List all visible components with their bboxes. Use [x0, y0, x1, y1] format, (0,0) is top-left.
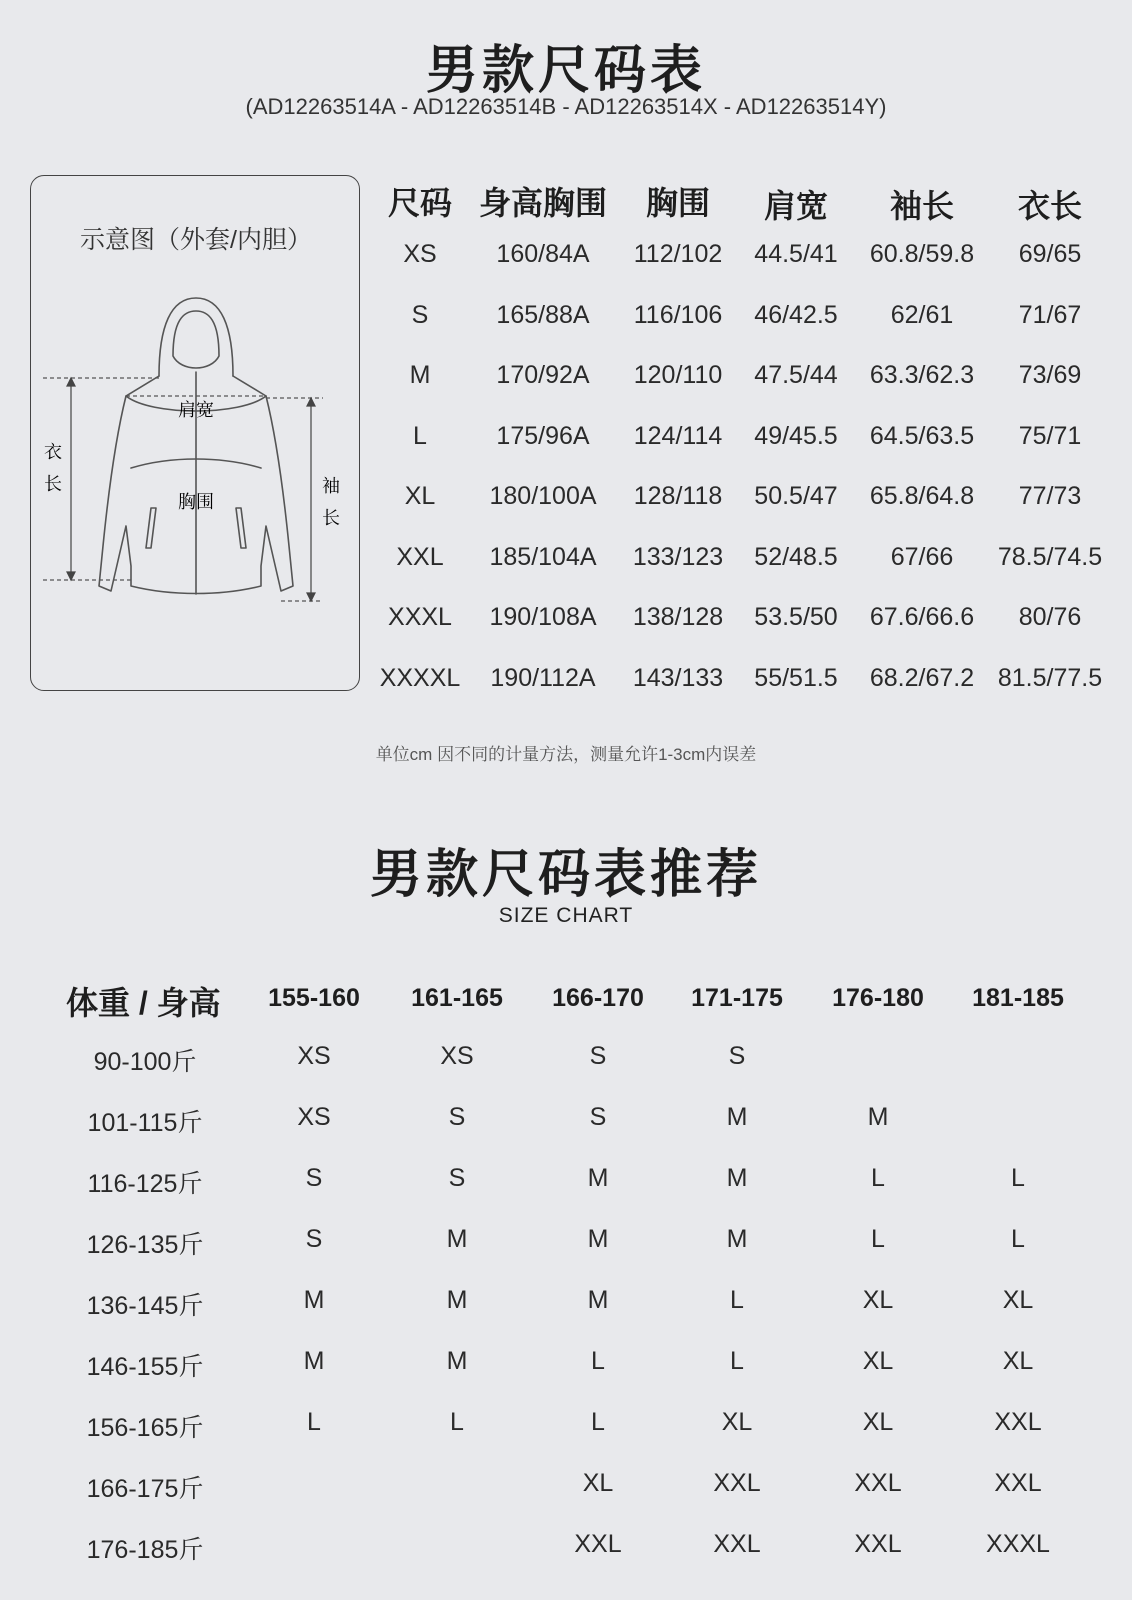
spec-value-cell: 69/65	[1018, 240, 1082, 268]
spec-value-cell: 52/48.5	[754, 542, 838, 571]
recommend-weight-label: 136-145斤	[86, 1292, 204, 1320]
recommend-size-cell: M	[587, 1286, 609, 1314]
spec-value-cell: 120/110	[633, 361, 723, 389]
spec-value-cell: 67/66	[890, 542, 954, 571]
spec-value-cell: 190/112A	[490, 663, 596, 692]
spec-value-cell: 180/100A	[489, 482, 597, 510]
recommend-size-cell: XXXL	[986, 1530, 1050, 1558]
recommend-size-cell: M	[303, 1286, 325, 1314]
diagram-box	[30, 175, 360, 691]
spec-value-cell: 80/76	[1018, 603, 1082, 631]
sleeve-label-2: 长	[322, 508, 340, 528]
recommend-size-cell: S	[589, 1042, 607, 1070]
recommend-height-header: 176-180	[832, 984, 924, 1012]
recommend-size-cell: XS	[297, 1042, 331, 1070]
spec-value-cell: 65.8/64.8	[869, 482, 975, 510]
spec-value-cell: 133/123	[632, 542, 724, 571]
recommend-size-cell: M	[587, 1164, 609, 1192]
sleeve-label-1: 袖	[322, 476, 340, 496]
recommend-size-cell: XXL	[713, 1530, 761, 1558]
recommend-height-header: 155-160	[268, 984, 360, 1012]
spec-value-cell: 68.2/67.2	[869, 663, 975, 692]
jacket-hood-inner	[173, 311, 219, 368]
jacket-hood	[159, 298, 233, 376]
spec-value-cell: 124/114	[633, 421, 723, 450]
chest-label: 胸围	[178, 492, 214, 512]
spec-value-cell: 160/84A	[496, 240, 590, 268]
recommend-size-cell: M	[726, 1103, 748, 1131]
recommend-height-header: 166-170	[552, 984, 644, 1012]
spec-size-cell: S	[411, 300, 429, 329]
spec-value-cell: 73/69	[1018, 361, 1082, 389]
recommend-size-cell: XL	[1002, 1286, 1034, 1314]
recommend-size-cell: XL	[862, 1408, 894, 1436]
spec-header-cell: 袖长	[889, 188, 955, 224]
length-arrow-head-bottom	[67, 572, 75, 580]
length-label-2: 长	[44, 474, 62, 494]
diagram-title: 示意图（外套/内胆）	[80, 226, 312, 254]
recommend-size-cell: M	[446, 1347, 468, 1375]
recommend-size-cell: XS	[440, 1042, 474, 1070]
spec-size-cell: XS	[403, 240, 437, 268]
recommend-size-cell: M	[726, 1225, 748, 1253]
jacket-pocket-right	[236, 508, 246, 548]
recommend-size-cell: S	[448, 1103, 466, 1131]
jacket-diagram	[31, 286, 361, 706]
recommend-size-cell: L	[871, 1164, 885, 1192]
spec-value-cell: 143/133	[632, 663, 724, 692]
shoulder-label: 肩宽	[178, 400, 214, 420]
spec-size-cell: L	[413, 421, 427, 450]
recommend-size-cell: L	[1011, 1225, 1025, 1253]
recommend-weight-label: 166-175斤	[86, 1475, 204, 1503]
recommend-weight-label: 90-100斤	[93, 1048, 197, 1076]
spec-header-cell: 胸围	[645, 185, 711, 221]
spec-value-cell: 62/61	[890, 300, 954, 329]
spec-value-cell: 47.5/44	[754, 361, 838, 389]
recommend-size-cell: L	[307, 1408, 321, 1436]
spec-size-cell: M	[409, 361, 431, 389]
spec-value-cell: 81.5/77.5	[997, 663, 1103, 692]
spec-value-cell: 63.3/62.3	[869, 361, 975, 389]
recommend-size-cell: XXL	[574, 1530, 622, 1558]
spec-value-cell: 46/42.5	[754, 300, 838, 329]
recommend-size-cell: S	[728, 1042, 746, 1070]
spec-value-cell: 49/45.5	[754, 421, 838, 450]
measurement-note: 单位cm 因不同的计量方法，测量允许1-3cm内误差	[375, 745, 757, 764]
spec-value-cell: 116/106	[633, 300, 723, 329]
recommend-size-cell: M	[446, 1225, 468, 1253]
recommend-weight-label: 176-185斤	[86, 1536, 204, 1564]
recommend-size-cell: XL	[862, 1286, 894, 1314]
recommend-size-cell: S	[448, 1164, 466, 1192]
recommend-size-cell: L	[591, 1408, 605, 1436]
recommend-size-cell: M	[303, 1347, 325, 1375]
recommend-size-cell: XL	[582, 1469, 614, 1497]
recommend-weight-label: 101-115斤	[87, 1109, 203, 1137]
spec-value-cell: 67.6/66.6	[869, 603, 975, 631]
recommend-subtitle: SIZE CHART	[498, 904, 634, 927]
spec-value-cell: 175/96A	[496, 421, 590, 450]
length-label-1: 衣	[44, 442, 62, 462]
spec-size-cell: XXXL	[388, 603, 452, 631]
sleeve-arrow-head-top	[307, 398, 315, 406]
recommend-size-cell: XXL	[994, 1469, 1042, 1497]
spec-size-cell: XXL	[396, 542, 444, 571]
spec-value-cell: 50.5/47	[754, 482, 838, 510]
recommend-height-header: 181-185	[972, 984, 1064, 1012]
recommend-size-cell: XXL	[713, 1469, 761, 1497]
recommend-size-cell: L	[591, 1347, 605, 1375]
product-codes: (AD12263514A - AD12263514B - AD12263514X - AD12263514Y)	[245, 94, 887, 119]
recommend-size-cell: L	[730, 1347, 744, 1375]
spec-header-cell: 衣长	[1017, 188, 1083, 224]
spec-size-cell: XXXXL	[379, 663, 461, 692]
recommend-size-cell: XL	[862, 1347, 894, 1375]
recommend-weight-label: 126-135斤	[86, 1231, 204, 1259]
recommend-size-cell: M	[446, 1286, 468, 1314]
recommend-size-cell: L	[871, 1225, 885, 1253]
jacket-pocket-left	[146, 508, 156, 548]
recommend-size-cell: S	[589, 1103, 607, 1131]
recommend-size-cell: M	[726, 1164, 748, 1192]
recommend-size-cell: L	[450, 1408, 464, 1436]
recommend-size-cell: L	[1011, 1164, 1025, 1192]
spec-value-cell: 71/67	[1018, 300, 1082, 329]
spec-value-cell: 128/118	[633, 482, 723, 510]
recommend-weight-label: 156-165斤	[86, 1414, 204, 1442]
recommend-height-header: 171-175	[691, 984, 783, 1012]
spec-value-cell: 138/128	[632, 603, 724, 631]
spec-value-cell: 170/92A	[496, 361, 590, 389]
recommend-size-cell: M	[587, 1225, 609, 1253]
spec-value-cell: 53.5/50	[754, 603, 838, 631]
spec-value-cell: 165/88A	[496, 300, 590, 329]
page-title: 男款尺码表	[425, 42, 706, 100]
spec-size-cell: XL	[404, 482, 436, 510]
recommend-weight-label: 116-125斤	[87, 1170, 203, 1198]
length-arrow-head-top	[67, 378, 75, 386]
recommend-size-cell: L	[730, 1286, 744, 1314]
spec-value-cell: 75/71	[1018, 421, 1082, 450]
recommend-size-cell: XS	[297, 1103, 331, 1131]
recommend-weight-label: 146-155斤	[86, 1353, 204, 1381]
spec-header-cell: 尺码	[387, 185, 453, 221]
spec-value-cell: 44.5/41	[754, 240, 838, 268]
sleeve-arrow-head-bottom	[307, 593, 315, 601]
recommend-height-header: 161-165	[411, 984, 503, 1012]
recommend-corner-label: 体重 / 身高	[66, 985, 221, 1021]
recommend-size-cell: XXL	[994, 1408, 1042, 1436]
spec-value-cell: 55/51.5	[754, 663, 838, 692]
recommend-size-cell: XXL	[854, 1469, 902, 1497]
recommend-title: 男款尺码表推荐	[369, 846, 762, 904]
spec-value-cell: 60.8/59.8	[869, 240, 975, 268]
recommend-size-cell: XL	[1002, 1347, 1034, 1375]
spec-value-cell: 190/108A	[489, 603, 597, 631]
recommend-size-cell: XXL	[854, 1530, 902, 1558]
spec-value-cell: 78.5/74.5	[997, 542, 1103, 571]
recommend-size-cell: S	[305, 1164, 323, 1192]
spec-header-cell: 身高胸围	[478, 185, 608, 221]
recommend-size-cell: S	[305, 1225, 323, 1253]
recommend-size-cell: M	[867, 1103, 889, 1131]
spec-header-cell: 肩宽	[763, 188, 829, 224]
spec-value-cell: 64.5/63.5	[869, 421, 975, 450]
spec-value-cell: 77/73	[1018, 482, 1082, 510]
spec-value-cell: 185/104A	[489, 542, 597, 571]
recommend-size-cell: XL	[721, 1408, 753, 1436]
spec-value-cell: 112/102	[633, 240, 723, 268]
